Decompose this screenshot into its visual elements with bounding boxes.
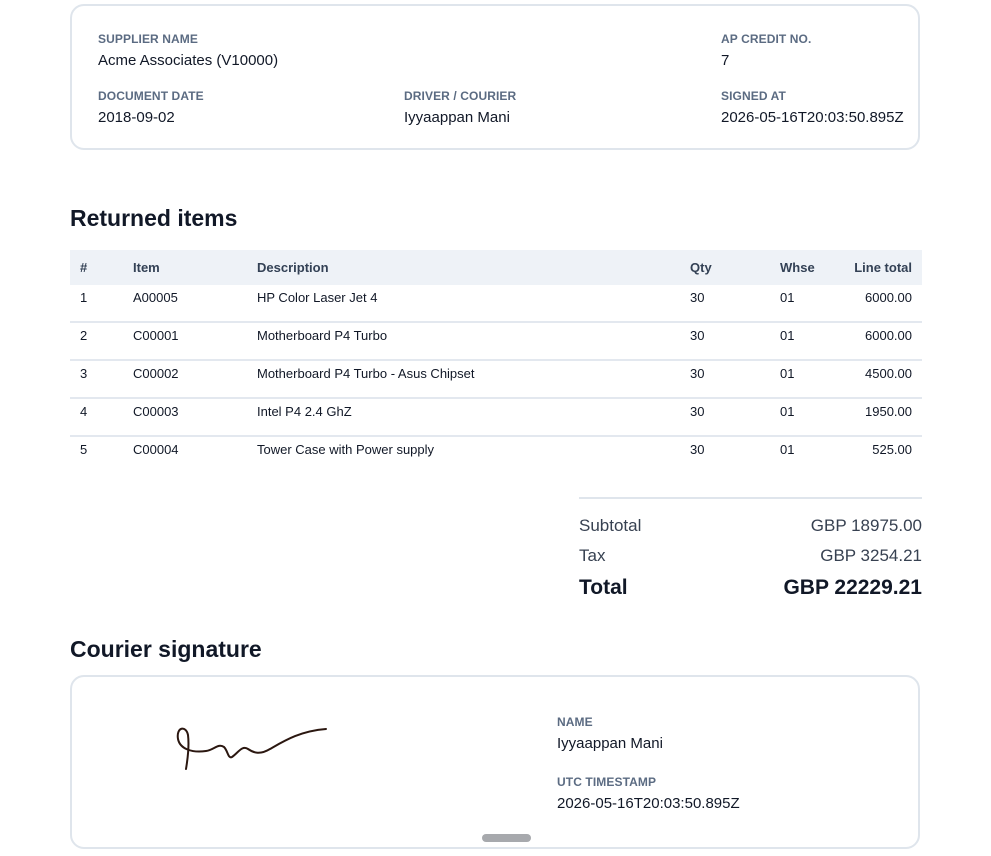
- utc-timestamp-value: 2026-05-16T20:03:50.895Z: [557, 795, 740, 812]
- total-value: GBP 22229.21: [783, 576, 922, 599]
- driver-value: Iyyaappan Mani: [404, 109, 510, 126]
- row-qty: 30: [690, 442, 705, 457]
- col-item: Item: [133, 260, 160, 275]
- row-description: Tower Case with Power supply: [257, 442, 435, 457]
- credit-no-value: 7: [721, 52, 730, 69]
- tax-value: GBP 3254.21: [820, 546, 922, 565]
- table-row: [70, 436, 922, 473]
- supplier-label: SUPPLIER NAME: [98, 32, 198, 46]
- row-number: 5: [80, 442, 88, 457]
- signed-at-field: [721, 89, 904, 126]
- row-item: C00002: [133, 366, 179, 381]
- driver-label: DRIVER / COURIER: [404, 89, 517, 103]
- row-qty: 30: [690, 404, 705, 419]
- total-row: [579, 576, 922, 600]
- document-date-value: 2018-09-02: [98, 109, 175, 126]
- credit-no-label: AP CREDIT NO.: [721, 32, 812, 46]
- row-description: Motherboard P4 Turbo: [257, 328, 388, 343]
- signature-image: [162, 707, 342, 787]
- table-row: [70, 285, 922, 322]
- row-whse: 01: [780, 366, 795, 381]
- col-qty: Qty: [690, 260, 712, 275]
- row-number: 2: [80, 328, 88, 343]
- supplier-field: [98, 32, 278, 69]
- row-number: 3: [80, 366, 88, 381]
- signed-at-label: SIGNED AT: [721, 89, 786, 103]
- returned-items-table: [70, 250, 922, 473]
- row-line-total: 6000.00: [865, 290, 912, 305]
- signer-name-value: Iyyaappan Mani: [557, 735, 663, 752]
- table-row: [70, 360, 922, 398]
- row-item: C00003: [133, 404, 179, 419]
- row-number: 4: [80, 404, 88, 419]
- row-item: C00004: [133, 442, 179, 457]
- totals-block: [579, 497, 922, 600]
- returned-items-title: Returned items: [70, 205, 238, 231]
- row-qty: 30: [690, 366, 705, 381]
- document-info-card: [70, 4, 920, 150]
- total-label: Total: [579, 576, 628, 599]
- row-line-total: 6000.00: [865, 328, 912, 343]
- row-number: 1: [80, 290, 88, 305]
- utc-timestamp-field: [557, 775, 740, 812]
- col-line-total: Line total: [854, 260, 912, 275]
- row-line-total: 1950.00: [865, 404, 912, 419]
- col-description: Description: [257, 260, 329, 275]
- document-date-label: DOCUMENT DATE: [98, 89, 204, 103]
- document-date-field: [98, 89, 204, 126]
- col-number: #: [80, 260, 88, 275]
- row-item: C00001: [133, 328, 179, 343]
- row-line-total: 4500.00: [865, 366, 912, 381]
- row-description: HP Color Laser Jet 4: [257, 290, 378, 305]
- row-whse: 01: [780, 328, 795, 343]
- utc-timestamp-label: UTC TIMESTAMP: [557, 775, 657, 789]
- tax-row: [579, 546, 922, 566]
- subtotal-label: Subtotal: [579, 516, 642, 535]
- driver-field: [404, 89, 516, 126]
- credit-no-field: [721, 32, 811, 69]
- tax-label: Tax: [579, 546, 606, 565]
- row-description: Motherboard P4 Turbo - Asus Chipset: [257, 366, 475, 381]
- drag-handle[interactable]: [482, 834, 531, 842]
- row-whse: 01: [780, 404, 795, 419]
- row-whse: 01: [780, 290, 795, 305]
- signer-name-field: [557, 715, 663, 752]
- row-qty: 30: [690, 328, 705, 343]
- row-description: Intel P4 2.4 GhZ: [257, 404, 352, 419]
- signer-name-label: NAME: [557, 715, 593, 729]
- row-qty: 30: [690, 290, 705, 305]
- row-line-total: 525.00: [872, 442, 912, 457]
- subtotal-row: [579, 516, 922, 536]
- signed-at-value: 2026-05-16T20:03:50.895Z: [721, 109, 904, 126]
- subtotal-value: GBP 18975.00: [810, 516, 922, 535]
- table-header-row: [70, 250, 922, 285]
- supplier-value: Acme Associates (V10000): [98, 52, 279, 69]
- col-whse: Whse: [780, 260, 815, 275]
- row-item: A00005: [133, 290, 178, 305]
- courier-signature-title: Courier signature: [70, 636, 262, 662]
- row-whse: 01: [780, 442, 795, 457]
- table-row: [70, 322, 922, 360]
- table-row: [70, 398, 922, 436]
- signature-card: [70, 675, 920, 849]
